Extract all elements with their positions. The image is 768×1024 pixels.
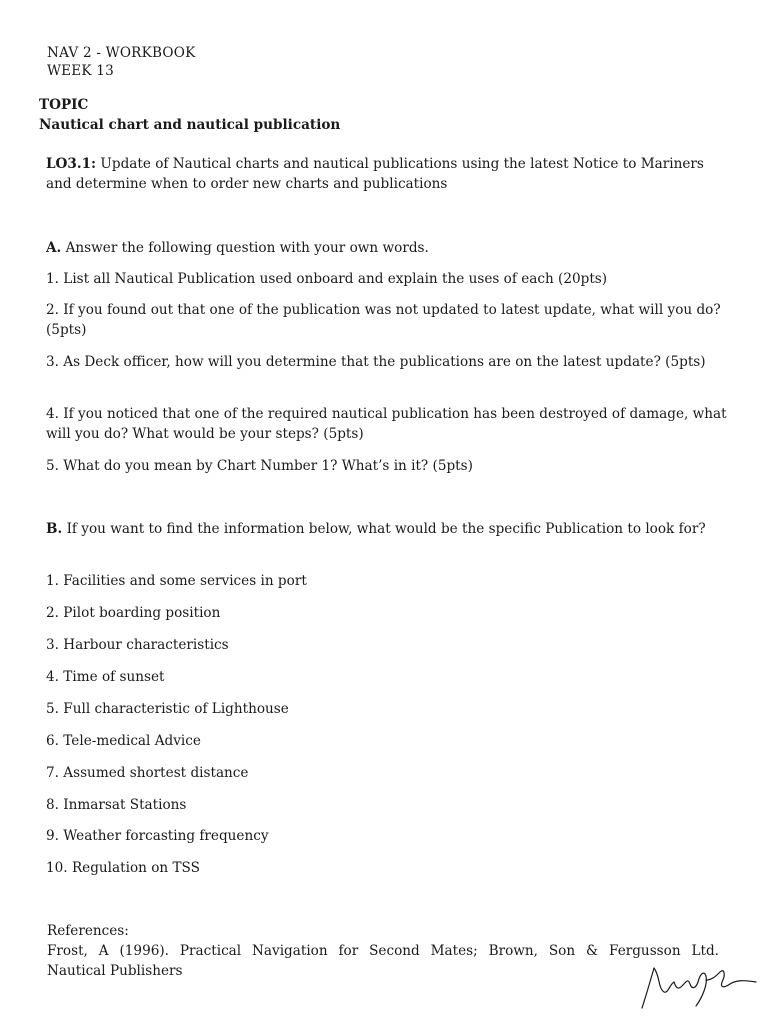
item-b9: 9. Weather forcasting frequency xyxy=(46,828,269,844)
item-b5: 5. Full characteristic of Lighthouse xyxy=(46,701,289,717)
item-b3: 3. Harbour characteristics xyxy=(46,637,229,653)
header-title: NAV 2 - WORKBOOK xyxy=(47,45,196,61)
objective-text: Update of Nautical charts and nautical publications using the latest Notice to Mariners and determine when to order new charts and publications xyxy=(46,156,704,192)
item-b8: 8. Inmarsat Stations xyxy=(46,797,187,813)
section-b-text: If you want to find the information below, what would be the specific Publication to look for? xyxy=(66,521,706,537)
topic-label: TOPIC xyxy=(39,97,89,113)
question-a1: 1. List all Nautical Publication used onboard and explain the uses of each (20pts) xyxy=(46,271,608,287)
objective-code: LO3.1: xyxy=(46,156,97,172)
section-a-letter: A. xyxy=(46,240,62,256)
reference-publisher: Nautical Publishers xyxy=(47,963,183,979)
header-week: WEEK 13 xyxy=(47,63,114,79)
section-a-text: Answer the following question with your own words. xyxy=(65,240,429,256)
section-a-instruction xyxy=(46,238,726,258)
item-b1: 1. Facilities and some services in port xyxy=(46,573,307,589)
references-label: References: xyxy=(47,923,129,939)
reference-citation: Frost, A (1996). Practical Navigation for Second Mates; Brown, Son & Fergusson Ltd. xyxy=(47,943,719,959)
question-a3: 3. As Deck officer, how will you determine that the publications are on the latest update? (5pts) xyxy=(46,354,706,370)
signature xyxy=(640,962,758,1012)
question-a4: 4. If you noticed that one of the required nautical publication has been destroyed of damage, what will you do? What would be your steps? (5pts) xyxy=(46,406,727,442)
question-a5: 5. What do you mean by Chart Number 1? What’s in it? (5pts) xyxy=(46,458,473,474)
question-a2: 2. If you found out that one of the publication was not updated to latest update, what will you do? (5pts) xyxy=(46,302,721,338)
item-b2: 2. Pilot boarding position xyxy=(46,605,221,621)
item-b10: 10. Regulation on TSS xyxy=(46,860,200,876)
topic-title: Nautical chart and nautical publication xyxy=(39,117,341,133)
section-b-letter: B. xyxy=(46,521,63,537)
item-b4: 4. Time of sunset xyxy=(46,669,165,685)
item-b7: 7. Assumed shortest distance xyxy=(46,765,249,781)
item-b6: 6. Tele-medical Advice xyxy=(46,733,201,749)
learning-objective xyxy=(46,154,726,194)
section-b-instruction xyxy=(46,519,726,539)
